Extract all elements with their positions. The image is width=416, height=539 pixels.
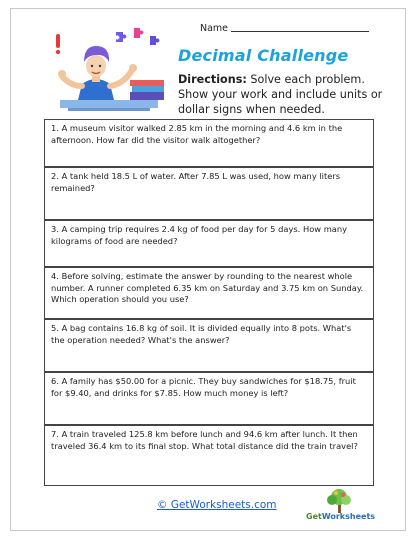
question-text: A family has $50.00 for a picnic. They buy sandwiches for $18.75, fruit for $9.40, and drinks for $7.85. How much money is left? (51, 376, 356, 398)
name-field[interactable] (200, 23, 369, 34)
question-text: A bag contains 16.8 kg of soil. It is divided equally into 8 pots. What's the operation needed? What's the answer? (51, 323, 352, 345)
question-box-2[interactable] (44, 167, 374, 220)
logo-text (306, 512, 375, 521)
question-number: 7. (51, 429, 59, 439)
logo-text-get: Get (306, 512, 322, 521)
question-text: A camping trip requires 2.4 kg of food per day for 5 days. How many kilograms of food are needed? (51, 224, 348, 246)
question-number: 6. (51, 376, 59, 386)
student-illustration (38, 28, 172, 114)
name-line (231, 31, 369, 32)
question-box-1[interactable] (44, 119, 374, 167)
question-box-3[interactable] (44, 220, 374, 267)
directions-lead: Directions: (178, 73, 247, 86)
question-number: 4. (51, 271, 59, 281)
question-text: Before solving, estimate the answer by rounding to the nearest whole number. A runner completed 6.35 km on Saturday and 3.75 km on Sunday. Which operation should you use? (51, 271, 364, 305)
tree-icon (306, 486, 376, 514)
question-text: A museum visitor walked 2.85 km in the morning and 4.6 km in the afternoon. How far did the visitor walk altogether? (51, 123, 343, 145)
question-box-4[interactable] (44, 267, 374, 319)
footer-link[interactable]: © GetWorksheets.com (157, 499, 277, 511)
question-text: A train traveled 125.8 km before lunch and 94.6 km after lunch. It then traveled 36.4 km to its final stop. What total distance did the train travel? (51, 429, 358, 451)
directions (178, 72, 388, 117)
question-box-7[interactable] (44, 425, 374, 486)
name-label: Name (200, 23, 229, 34)
page-title: Decimal Challenge (178, 46, 349, 65)
question-box-6[interactable] (44, 372, 374, 425)
question-number: 1. (51, 123, 59, 133)
logo-text-worksheets: Worksheets (321, 512, 376, 521)
question-number: 3. (51, 224, 59, 234)
question-number: 2. (51, 171, 59, 181)
getworksheets-logo (306, 486, 376, 526)
directions-text: Solve each problem. Show your work and include units or dollar signs when needed. (178, 73, 383, 116)
question-text: A tank held 18.5 L of water. After 7.85 L was used, how many liters remained? (51, 171, 341, 193)
question-number: 5. (51, 323, 59, 333)
question-box-5[interactable] (44, 319, 374, 372)
